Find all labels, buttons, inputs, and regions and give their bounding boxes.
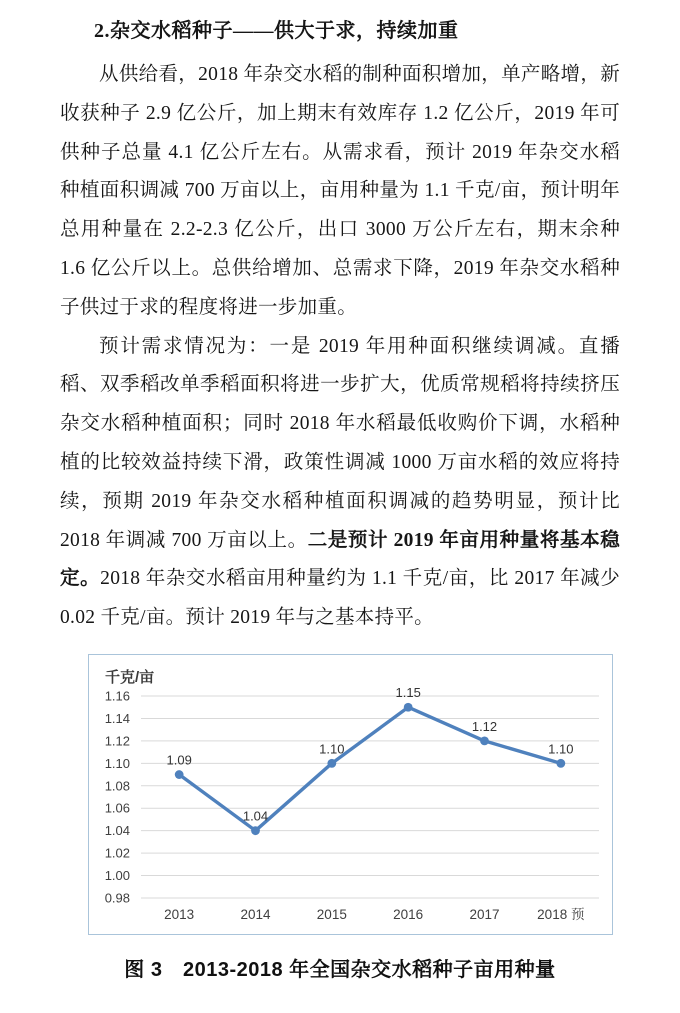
trend-line <box>179 707 561 830</box>
x-tick-label: 2018 预 <box>537 906 585 922</box>
y-tick-label: 1.14 <box>104 710 130 726</box>
y-axis-unit-label: 千克/亩 <box>105 668 155 686</box>
data-point-label: 1.04 <box>242 808 269 824</box>
y-tick-label: 1.08 <box>104 778 130 794</box>
usage-line-chart-svg <box>88 654 613 935</box>
x-tick-label: 2016 <box>393 906 424 922</box>
data-point <box>404 703 413 712</box>
data-point-label: 1.15 <box>395 685 421 701</box>
text-run: 预计需求情况为：一是 2019 年用种面积继续调减。直播稻、双季稻改单季稻面积将进一步扩大，优质常规稻将持续挤压杂交水稻种植面积；同时 2018 年水稻最低收购价下调，水稻种植的比较效益持续下滑，政策性调减 1000 万亩水稻的效应将持续，预期 2019 年杂交水稻种植面积调减的趋势明显，预计比 2018 年调减 700 万亩以上。 <box>60 335 620 551</box>
y-tick-label: 1.16 <box>104 688 130 704</box>
y-tick-label: 0.98 <box>104 890 130 906</box>
data-point-label: 1.10 <box>548 741 574 757</box>
bold-text-run: 二是预计 2019 年亩用种量将基本稳定。 <box>60 529 621 590</box>
section-heading: 2.杂交水稻种子——供大于求，持续加重 <box>94 20 459 42</box>
y-tick-label: 1.00 <box>104 868 130 884</box>
y-tick-label: 1.10 <box>104 755 130 771</box>
y-tick-label: 1.12 <box>104 733 130 749</box>
data-point <box>175 770 184 779</box>
data-point <box>327 759 336 768</box>
paragraph-demand-forecast <box>60 328 620 638</box>
figure-caption: 图 3 2013-2018 年全国杂交水稻种子亩用种量 <box>124 958 556 981</box>
x-tick-label: 2013 <box>164 906 195 922</box>
x-tick-label: 2014 <box>240 906 271 922</box>
y-tick-label: 1.06 <box>104 800 130 816</box>
y-tick-label: 1.02 <box>104 845 130 861</box>
x-tick-label: 2015 <box>316 906 347 922</box>
data-point-label: 1.10 <box>319 741 345 757</box>
data-point <box>251 826 260 835</box>
paragraph-supply-demand <box>60 56 620 328</box>
data-point-label: 1.12 <box>471 718 498 734</box>
x-tick-label: 2017 <box>469 906 500 922</box>
text-run: 从供给看，2018 年杂交水稻的制种面积增加，单产略增，新收获种子 2.9 亿公斤，加上期末有效库存 1.2 亿公斤，2019 年可供种子总量 4.1 亿公斤左右。从需求看，预计 2019 年杂交水稻种植面积调减 700 万亩以上，亩用种量为 1.1 千克/亩，预计明年总用种量在 2.2-2.3 亿公斤，出口 3000 万公斤左右，期末余种 1.6 亿公斤以上。总供给增加、总需求下降，2019 年杂交水稻种子供过于求的程度将进一步加重。 <box>60 64 620 318</box>
data-point <box>480 736 489 745</box>
data-point-label: 1.09 <box>166 752 192 768</box>
text-run: 2018 年杂交水稻亩用种量约为 1.1 千克/亩，比 2017 年减少 0.02 千克/亩。预计 2019 年与之基本持平。 <box>60 568 620 629</box>
y-tick-label: 1.04 <box>104 823 130 839</box>
data-point <box>556 759 565 768</box>
usage-line-chart <box>88 654 613 935</box>
